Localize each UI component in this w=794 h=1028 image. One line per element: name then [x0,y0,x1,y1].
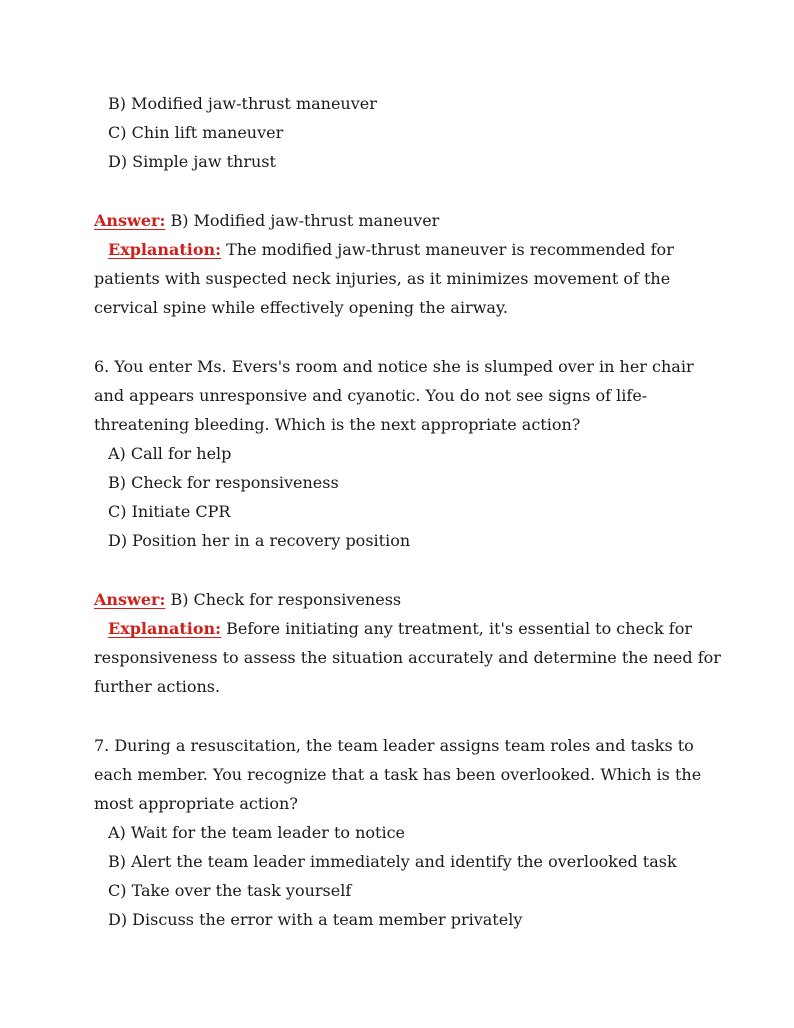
q5-explanation-line-3: cervical spine while effectively opening the airway. [94,298,508,317]
q7-stem-line-3: most appropriate action? [94,794,298,813]
q6-stem-line-3: threatening bleeding. Which is the next appropriate action? [94,415,581,434]
q6-explanation-line-1 [108,619,692,639]
q5-option-d: D) Simple jaw thrust [108,152,276,171]
q6-stem-line-1: 6. You enter Ms. Evers's room and notice she is slumped over in her chair [94,357,694,376]
explanation-label: Explanation: [108,619,222,638]
q6-option-a: A) Call for help [108,444,232,463]
q6-explanation-line-2: responsiveness to assess the situation accurately and determine the need for [94,648,721,667]
q5-option-b: B) Modified jaw-thrust maneuver [108,94,377,113]
answer-text: B) Check for responsiveness [170,590,402,609]
explanation-text: Before initiating any treatment, it's essential to check for [226,619,692,638]
q7-option-b: B) Alert the team leader immediately and identify the overlooked task [108,852,677,871]
q5-explanation-line-1 [108,240,674,260]
q6-option-c: C) Initiate CPR [108,502,231,521]
q5-explanation-line-2: patients with suspected neck injuries, as it minimizes movement of the [94,269,671,288]
q6-option-b: B) Check for responsiveness [108,473,339,492]
answer-label: Answer: [94,211,166,230]
q7-option-c: C) Take over the task yourself [108,881,352,900]
q7-stem-line-2: each member. You recognize that a task has been overlooked. Which is the [94,765,702,784]
q6-option-d: D) Position her in a recovery position [108,531,411,550]
q6-answer [94,590,401,610]
q6-explanation-line-3: further actions. [94,677,221,696]
q7-option-a: A) Wait for the team leader to notice [108,823,406,842]
answer-text: B) Modified jaw-thrust maneuver [170,211,440,230]
q5-answer [94,211,439,231]
answer-label: Answer: [94,590,166,609]
q7-option-d: D) Discuss the error with a team member privately [108,910,523,929]
q5-option-c: C) Chin lift maneuver [108,123,284,142]
q7-stem-line-1: 7. During a resuscitation, the team leader assigns team roles and tasks to [94,736,694,755]
explanation-text: The modified jaw-thrust maneuver is recommended for [226,240,674,259]
explanation-label: Explanation: [108,240,222,259]
q6-stem-line-2: and appears unresponsive and cyanotic. You do not see signs of life- [94,386,648,405]
